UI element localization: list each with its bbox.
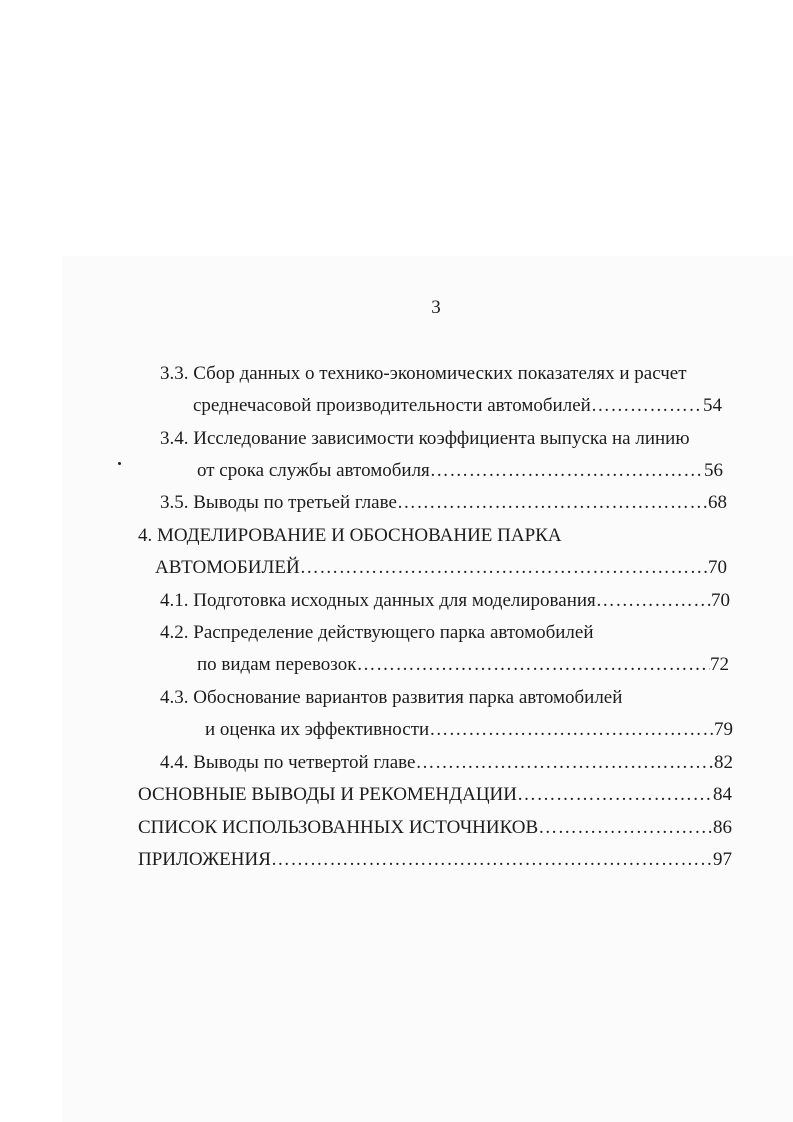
toc-leader-dots	[271, 848, 713, 872]
toc-leader-dots	[300, 556, 708, 580]
toc-chapter-4-page: 70	[708, 557, 727, 578]
toc-entry-4-3-page: 79	[714, 719, 733, 740]
toc-entry-4-1[interactable]	[160, 589, 730, 613]
toc-entry-4-2-title: 4.2. Распределение действующего парка автомобилей	[160, 622, 594, 643]
toc-entry-3-3-page: 54	[703, 395, 722, 416]
toc-leader-dots	[596, 589, 711, 613]
toc-leader-dots	[538, 816, 713, 840]
toc-entry-3-5[interactable]	[160, 491, 727, 515]
toc-leader-dots	[429, 718, 714, 742]
toc-appendices[interactable]	[138, 848, 732, 872]
toc-leader-dots	[517, 783, 713, 807]
toc-entry-4-3-title: 4.3. Обоснование вариантов развития парка автомобилей	[160, 687, 623, 708]
toc-entry-4-2-page: 72	[710, 654, 729, 675]
toc-references-label: СПИСОК ИСПОЛЬЗОВАННЫХ ИСТОЧНИКОВ	[138, 817, 539, 838]
toc-entry-4-2-label: по видам перевозок	[197, 654, 357, 675]
toc-entry-3-4-page: 56	[704, 460, 723, 481]
toc-references[interactable]	[138, 816, 732, 840]
toc-entry-4-1-page: 70	[711, 590, 730, 611]
toc-conclusions[interactable]	[138, 783, 732, 807]
toc-entry-4-1-label: 4.1. Подготовка исходных данных для моделирования	[160, 590, 596, 611]
toc-entry-3-3[interactable]	[193, 394, 722, 418]
toc-entry-4-4-label: 4.4. Выводы по четвертой главе	[160, 752, 416, 773]
toc-entry-3-3-title: 3.3. Сбор данных о технико-экономических показателях и расчет	[160, 363, 687, 384]
toc-entry-4-3[interactable]	[205, 718, 733, 742]
toc-leader-dots	[397, 491, 708, 515]
toc-chapter-4[interactable]	[155, 556, 727, 580]
page-number: 3	[431, 297, 441, 318]
toc-entry-3-4[interactable]	[197, 459, 723, 483]
toc-entry-4-2[interactable]	[197, 653, 729, 677]
toc-leader-dots	[356, 653, 710, 677]
toc-chapter-4-label: АВТОМОБИЛЕЙ	[155, 557, 300, 578]
toc-references-page: 86	[713, 817, 732, 838]
toc-entry-3-5-page: 68	[708, 492, 727, 513]
toc-leader-dots	[430, 459, 704, 483]
toc-entry-3-4-label: от срока службы автомобиля	[197, 460, 430, 481]
toc-leader-dots	[591, 394, 703, 418]
toc-entry-4-4-page: 82	[714, 752, 733, 773]
scan-speck	[118, 462, 121, 465]
toc-appendices-page: 97	[713, 849, 732, 870]
toc-appendices-label: ПРИЛОЖЕНИЯ	[138, 849, 271, 870]
toc-leader-dots	[415, 751, 714, 775]
toc-entry-3-3-label: среднечасовой производительности автомобилей	[193, 395, 591, 416]
toc-conclusions-page: 84	[713, 784, 732, 805]
toc-entry-3-5-label: 3.5. Выводы по третьей главе	[160, 492, 397, 513]
toc-entry-4-3-label: и оценка их эффективности	[205, 719, 430, 740]
toc-conclusions-label: ОСНОВНЫЕ ВЫВОДЫ И РЕКОМЕНДАЦИИ	[138, 784, 517, 805]
toc-entry-4-4[interactable]	[160, 751, 733, 775]
toc-entry-3-4-title: 3.4. Исследование зависимости коэффициента выпуска на линию	[160, 428, 690, 449]
toc-chapter-4-title: 4. МОДЕЛИРОВАНИЕ И ОБОСНОВАНИЕ ПАРКА	[138, 525, 562, 546]
